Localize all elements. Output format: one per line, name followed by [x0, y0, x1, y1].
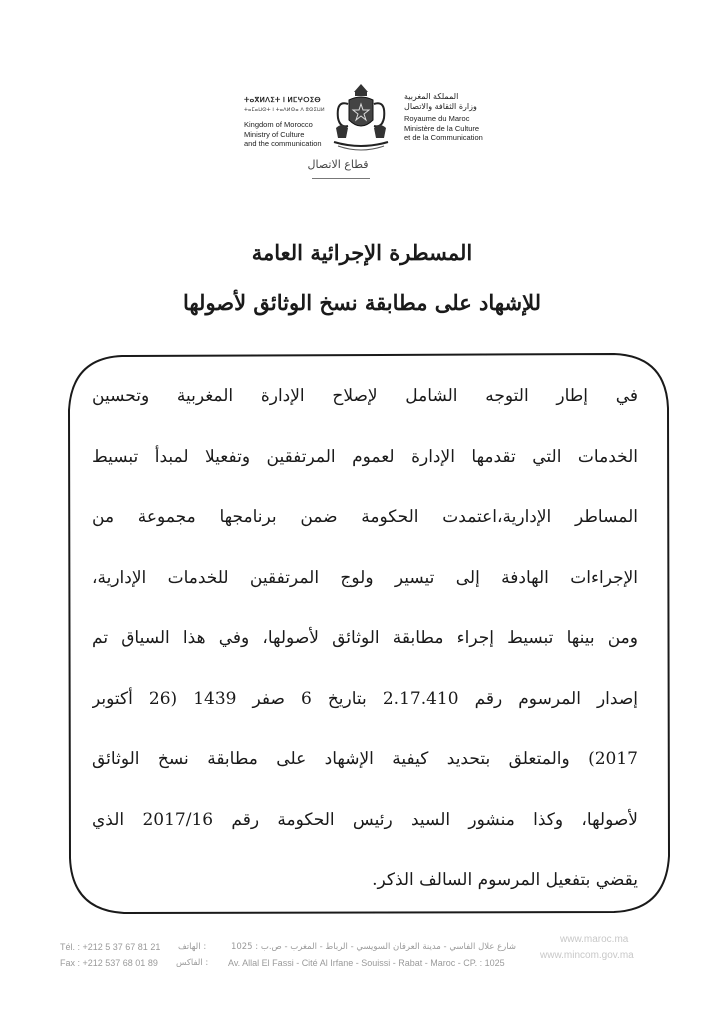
letterhead-ar-line: المملكة المغربية: [404, 92, 459, 101]
letterhead-fr-line: et de la Communication: [404, 133, 483, 142]
footer-address-ar: شارع علال الفاسي - مدينة العرفان السويسي - الرباط - المغرب - ص.ب : 1025: [230, 942, 516, 952]
footer-address-fr: Av. Allal El Fassi - Cité Al Irfane - Souissi - Rabat - Maroc - CP. : 1025: [228, 958, 505, 968]
footer-tel: Tél. : +212 5 37 67 81 21: [60, 942, 161, 952]
sector-label: قطاع الاتصال: [307, 158, 369, 171]
letterhead-french: [404, 92, 494, 143]
letterhead-english: [244, 96, 334, 149]
letterhead-en-line: and the communication: [244, 139, 322, 148]
body-line: يقضي بتفعيل المرسوم السالف الذكر.: [372, 870, 638, 890]
body-line: المساطر الإدارية،اعتمدت الحكومة ضمن برنامجها مجموعة من: [92, 507, 638, 527]
body-line: الإجراءات الهادفة إلى تيسير ولوج المرتفقين للخدمات الإدارية،: [92, 567, 638, 588]
body-line: الخدمات التي تقدمها الإدارة لعموم المرتفقين وتفعيلا لمبدأ تبسيط: [92, 446, 638, 467]
body-line: ومن بينها تبسيط إجراء مطابقة الوثائق لأصولها، وفي هذا السياق تم: [92, 628, 638, 648]
sector-underline: [312, 178, 370, 179]
letterhead-tifinagh: ⵜⴰⴳⵍⴷⵉⵜ ⵏ ⵍⵎⵖⵔⵉⴱ: [244, 97, 321, 104]
footer-website[interactable]: www.mincom.gov.ma: [540, 950, 634, 961]
footer-website[interactable]: www.maroc.ma: [560, 934, 629, 945]
body-line: لأصولها، وكذا منشور السيد رئيس الحكومة رقم 2017/16 الذي: [92, 809, 638, 830]
body-line: إصدار المرسوم رقم 2.17.410 بتاريخ 6 صفر 1439 (26 أكتوبر: [92, 688, 638, 709]
body-line: في إطار التوجه الشامل لإصلاح الإدارة المغربية وتحسين: [92, 386, 638, 406]
body-line: 2017) والمتعلق بتحديد كيفية الإشهاد على مطابقة نسخ الوثائق: [92, 749, 638, 769]
footer-tel-ar: : الهاتف: [178, 942, 207, 952]
footer-fax-ar: : الفاكس: [176, 958, 209, 968]
letterhead-fr-line: Royaume du Maroc: [404, 114, 470, 123]
letterhead-tifinagh-sub: ⵜⴰⵎⴰⵡⵙⵜ ⵏ ⵜⴰⴷⵍⵙⴰ ⴷ ⵓⵙⵉⵡⵍ: [244, 106, 325, 113]
letterhead-fr-line: Ministère de la Culture: [404, 123, 480, 133]
letterhead-en-line: Kingdom of Morocco: [244, 120, 313, 129]
coat-of-arms-icon: [328, 82, 394, 152]
footer-fax: Fax : +212 537 68 01 89: [60, 958, 158, 968]
letterhead-ar-line: وزارة الثقافة والاتصال: [404, 102, 477, 111]
body-paragraph: [92, 366, 638, 911]
page-subtitle: للإشهاد على مطابقة نسخ الوثائق لأصولها: [182, 290, 542, 315]
page-title: المسطرة الإجرائية العامة: [251, 240, 473, 265]
letterhead-en-line: Ministry of Culture: [244, 129, 305, 139]
